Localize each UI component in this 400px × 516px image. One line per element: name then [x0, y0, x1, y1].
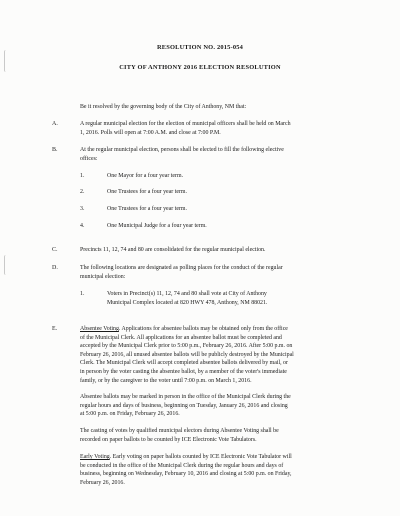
- absentee-in-person-paragraph: [80, 393, 291, 419]
- early-voting-first-rest: . Early voting on paper ballots counted by ICE Electronic Vote Tabulator will: [109, 454, 292, 460]
- section-b-text: [80, 146, 284, 163]
- section-e-letter: E.: [52, 326, 58, 332]
- section-d-line: The following locations are designated as polling places for the conduct of the regular: [80, 265, 283, 271]
- absentee-in-person-line: at 5:00 p.m. on Friday, February 26, 2016.: [80, 411, 180, 418]
- polling-item-line: Municipal Complex located at 820 HWY 478, Anthony, NM 88021.: [107, 299, 268, 306]
- resolution-number: RESOLUTION NO. 2015-054: [156, 44, 244, 51]
- office-item-number: 1.: [80, 173, 85, 179]
- absentee-voting-line: February 26, 2016, all unused absentee ballots will be publicly destroyed by the Municipal: [80, 351, 294, 358]
- office-item-text: One Mayor for a four year term.: [107, 173, 184, 179]
- vote-casting-line: recorded on paper ballots to be counted by ICE Electronic Vote Tabulators.: [80, 436, 257, 443]
- early-voting-paragraph: [80, 453, 292, 487]
- section-d-letter: D.: [52, 265, 58, 271]
- absentee-voting-first-rest: . Applications for absentee ballots may be obtained only from the office: [118, 326, 288, 332]
- absentee-voting-heading: Absentee Voting: [80, 326, 119, 332]
- office-item-text: One Trustees for a four year term.: [107, 189, 187, 195]
- absentee-voting-paragraph: [80, 325, 294, 385]
- intro-text: Be it resolved by the governing body of the City of Anthony, NM that:: [80, 104, 247, 110]
- section-d-line: municipal election:: [80, 273, 126, 280]
- section-b-line: offices:: [80, 155, 98, 162]
- early-voting-first-line: [80, 453, 292, 462]
- office-item-text: One Municipal Judge for a four year term.: [107, 223, 207, 229]
- early-voting-line: be conducted in the office of the Municipal Clerk during the regular hours and days of: [80, 462, 284, 469]
- absentee-in-person-line: regular hours and days of business, beginning on Tuesday, January 26, 2016 and closing: [80, 402, 288, 409]
- absentee-voting-line: accepted by the Municipal Clerk prior to 5:00 p.m., February 26, 2016. After 5:00 p.m. on: [80, 343, 293, 350]
- polling-item-text: [107, 290, 267, 307]
- office-item-number: 3.: [80, 206, 85, 212]
- early-voting-line: business, beginning on Wednesday, February 10, 2016 and closing at 5:00 p.m. on Friday,: [80, 471, 292, 478]
- section-a-text: [80, 120, 291, 137]
- office-item-text: One Trustees for a four year term.: [107, 206, 187, 212]
- binding-mark-bottom: [4, 255, 8, 275]
- section-c-letter: C.: [52, 247, 58, 253]
- section-a-line: 1, 2016. Polls will open at 7:00 A.M. and close at 7:00 P.M.: [80, 129, 221, 136]
- early-voting-line: February 26, 2016.: [80, 479, 125, 486]
- absentee-voting-line: of the Municipal Clerk. All applications for an absentee ballot must be completed and: [80, 334, 282, 341]
- vote-casting-line: The casting of votes by qualified municipal electors during Absentee Voting shall be: [80, 428, 279, 434]
- section-a-letter: A.: [52, 121, 58, 127]
- section-a-line: A regular municipal election for the election of municipal officers shall be held on March: [80, 121, 291, 127]
- office-item-number: 4.: [80, 223, 85, 229]
- polling-item-number: 1.: [80, 291, 85, 297]
- absentee-voting-line: in person by the voter casting the absentee ballot, by a member of the voter's immediate: [80, 368, 287, 375]
- absentee-voting-line: Clerk. The Municipal Clerk will accept completed absentee ballots delivered by mail, or: [80, 360, 288, 367]
- polling-item-line: Voters in Precinct(s) 11, 12, 74 and 80 shall vote at City of Anthony: [107, 291, 267, 297]
- section-b-letter: B.: [52, 147, 58, 153]
- early-voting-heading: Early Voting: [80, 454, 110, 460]
- office-item-number: 2.: [80, 189, 85, 195]
- section-d-text: [80, 264, 283, 281]
- absentee-voting-first-line: [80, 325, 294, 334]
- absentee-voting-line: family, or by the caregiver to the voter until 7:00 p.m. on March 1, 2016.: [80, 377, 252, 384]
- vote-casting-paragraph: [80, 427, 279, 444]
- section-b-line: At the regular municipal election, persons shall be elected to fill the following elective: [80, 147, 284, 153]
- absentee-in-person-line: Absentee ballots may be marked in person in the office of the Municipal Clerk during the: [80, 394, 291, 400]
- section-c-text: Precincts 11, 12, 74 and 80 are consolidated for the regular municipal election.: [80, 247, 266, 253]
- resolution-title: CITY OF ANTHONY 2016 ELECTION RESOLUTION: [119, 64, 281, 71]
